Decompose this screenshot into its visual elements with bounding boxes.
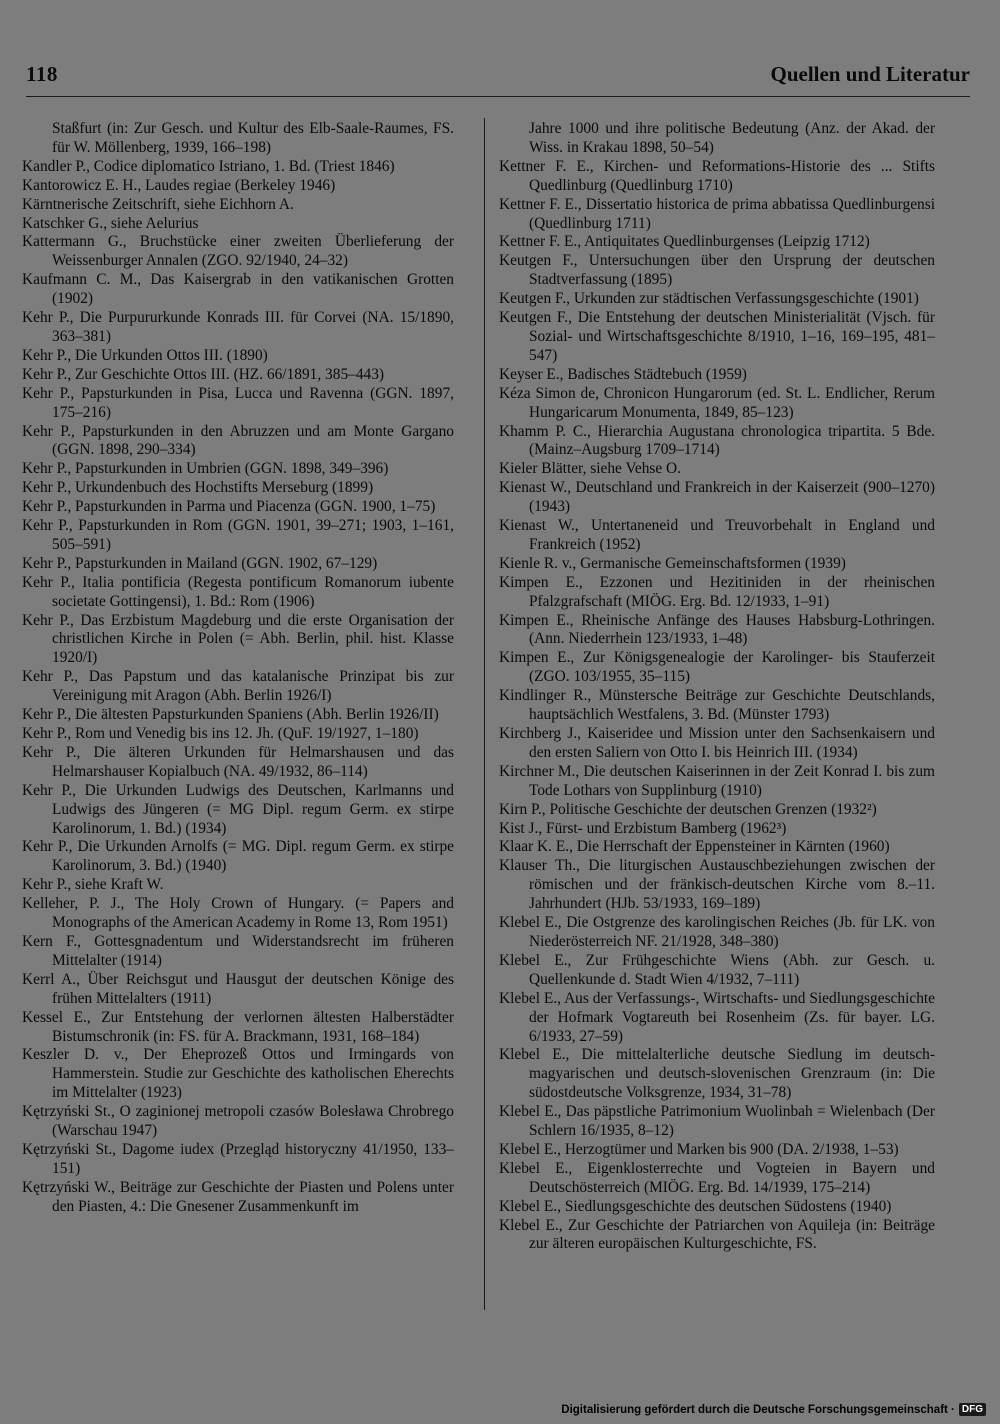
- bibliography-entry: Khamm P. C., Hierarchia Augustana chronologica tripartita. 5 Bde. (Mainz–Augsburg 1709–1714): [499, 422, 935, 459]
- footer-text: Digitalisierung gefördert durch die Deutsche Forschungsgemeinschaft ·: [561, 1403, 955, 1416]
- bibliography-entry: Kienast W., Deutschland und Frankreich in der Kaiserzeit (900–1270) (1943): [499, 479, 935, 516]
- bibliography-entry: Kelleher, P. J., The Holy Crown of Hungary. (= Papers and Monographs of the American Academy in Rome 13, Rom 1951): [22, 895, 454, 932]
- bibliography-entry: Kienast W., Untertaneneid und Treuvorbehalt in England und Frankreich (1952): [499, 517, 935, 553]
- bibliography-entry: Kimpen E., Ezzonen und Hezitiniden in der rheinischen Pfalzgrafschaft (MIÖG. Erg. Bd. 12/1933, 1–91): [499, 573, 935, 610]
- bibliography-entry: Kimpen E., Zur Königsgenealogie der Karolinger- bis Stauferzeit (ZGO. 103/1955, 35–115): [499, 649, 935, 686]
- bibliography-entry: Kist J., Fürst- und Erzbistum Bamberg (1962³): [499, 819, 787, 837]
- bibliography-entry: Kéza Simon de, Chronicon Hungarorum (ed. St. L. Endlicher, Rerum Hungaricarum Monumenta, 1849, 85–123): [499, 384, 935, 421]
- bibliography-entry: Kattermann G., Bruchstücke einer zweiten Überlieferung der Weissenburger Annalen (ZGO. 92/1940, 24–32): [22, 233, 454, 270]
- left-column: [22, 120, 454, 1217]
- bibliography-entry: Kerrl A., Über Reichsgut und Hausgut der deutschen Könige des frühen Mittelalters (1911): [22, 970, 454, 1007]
- bibliography-entry: Kern F., Gottesgnadentum und Widerstandsrecht im früheren Mittelalter (1914): [22, 932, 454, 969]
- header-rule: [26, 96, 970, 97]
- bibliography-entry: Kehr P., Rom und Venedig bis ins 12. Jh. (QuF. 19/1927, 1–180): [22, 725, 419, 742]
- bibliography-entry: Kirchberg J., Kaiseridee und Mission unter den Sachsenkaisern und den ersten Saliern von Otto I. bis Heinrich III. (1934): [499, 725, 935, 761]
- bibliography-entry: Kessel E., Zur Entstehung der verlornen ältesten Halberstädter Bistumschronik (in: FS. für A. Brackmann, 1931, 168–184): [22, 1008, 454, 1045]
- footer: [561, 1403, 986, 1416]
- bibliography-entry: Keutgen F., Urkunden zur städtischen Verfassungsgeschichte (1901): [499, 290, 919, 308]
- page-header: [26, 62, 970, 96]
- bibliography-entry: Keutgen F., Die Entstehung der deutschen Ministerialität (Vjsch. für Sozial- und Wirtschaftsgeschichte 8/1910, 1–16, 169–195, 481–547): [499, 309, 935, 364]
- bibliography-entry: Kehr P., Papsturkunden in Pisa, Lucca und Ravenna (GGN. 1897, 175–216): [22, 384, 454, 421]
- bibliography-entry: Kehr P., Die Purpururkunde Konrads III. für Corvei (NA. 15/1890, 363–381): [22, 309, 454, 345]
- bibliography-entry: Klebel E., Siedlungsgeschichte des deutschen Südostens (1940): [499, 1197, 892, 1215]
- bibliography-entry: Kehr P., Die ältesten Papsturkunden Spaniens (Abh. Berlin 1926/II): [22, 706, 439, 724]
- bibliography-entry: Kieler Blätter, siehe Vehse O.: [499, 460, 682, 478]
- bibliography-entry: Kirn P., Politische Geschichte der deutschen Grenzen (1932²): [499, 800, 877, 818]
- bibliography-entry: Klebel E., Die Ostgrenze des karolingischen Reiches (Jb. für LK. von Niederösterreich NF. 21/1928, 348–380): [499, 914, 935, 950]
- bibliography-entry: Kehr P., Die Urkunden Arnolfs (= MG. Dipl. regum Germ. ex stirpe Karolinorum, 3. Bd.) (1940): [22, 838, 454, 875]
- bibliography-entry: Kehr P., Das Erzbistum Magdeburg und die erste Organisation der christlichen Kirche in Polen (= Abh. Berlin, phil. hist. Klasse 1920/I): [22, 611, 454, 667]
- bibliography-entry: Kehr P., Italia pontificia (Regesta pontificum Romanorum iubente societate Gottingensi), 1. Bd.: Rom (1906): [22, 573, 454, 610]
- page-number: 118: [26, 62, 58, 86]
- bibliography-entry: Kehr P., Zur Geschichte Ottos III. (HZ. 66/1891, 385–443): [22, 365, 385, 383]
- bibliography-entry: Kehr P., Papsturkunden in den Abruzzen und am Monte Gargano (GGN. 1898, 290–334): [22, 422, 454, 459]
- bibliography-entry: Klauser Th., Die liturgischen Austauschbeziehungen zwischen der römischen und der fränkisch-deutschen Kirche vom 8.–11. Jahrhundert (HJb. 53/1933, 169–189): [499, 857, 935, 913]
- bibliography-entry: Kehr P., Papsturkunden in Umbrien (GGN. 1898, 349–396): [22, 460, 389, 478]
- bibliography-entry: Kehr P., Die älteren Urkunden für Helmarshausen und das Helmarshauser Kopialbuch (NA. 49/1932, 86–114): [22, 743, 454, 780]
- bibliography-entry: Kętrzyński St., O zaginionej metropoli czasów Bolesława Chrobrego (Warschau 1947): [22, 1103, 454, 1140]
- right-column: [499, 120, 935, 1254]
- bibliography-entry: Klebel E., Aus der Verfassungs-, Wirtschafts- und Siedlungsgeschichte der Hofmark Vogtareuth bei Rosenheim (Zs. für bayer. LG. 6/1933, 27–59): [499, 989, 935, 1045]
- dfg-logo: DFG: [959, 1403, 986, 1416]
- column-divider: [484, 118, 485, 1310]
- bibliography-entry: Klebel E., Herzogtümer und Marken bis 900 (DA. 2/1938, 1–53): [499, 1140, 899, 1158]
- bibliography-entry: Kehr P., Papsturkunden in Mailand (GGN. 1902, 67–129): [22, 554, 378, 572]
- bibliography-entry: Kindlinger R., Münstersche Beiträge zur Geschichte Deutschlands, hauptsächlich Westfalens, 3. Bd. (Münster 1793): [499, 687, 935, 724]
- bibliography-entry: Keszler D. v., Der Eheprozeß Ottos und Irmingards von Hammerstein. Studie zur Geschichte des katholischen Eherechts im Mittelalter (1923): [22, 1046, 454, 1102]
- bibliography-entry: Jahre 1000 und ihre politische Bedeutung (Anz. der Akad. der Wiss. in Krakau 1898, 50–54): [529, 120, 935, 156]
- bibliography-entry: Kettner F. E., Antiquitates Quedlinburgenses (Leipzig 1712): [499, 233, 870, 251]
- bibliography-entry: Kettner F. E., Kirchen- und Reformations-Historie des ... Stifts Quedlinburg (Quedlinburg 1710): [499, 157, 935, 194]
- bibliography-entry: Klebel E., Das päpstliche Patrimonium Wuolinbah = Wielenbach (Der Schlern 16/1935, 8–12): [499, 1103, 935, 1140]
- bibliography-entry: Kirchner M., Die deutschen Kaiserinnen in der Zeit Konrad I. bis zum Tode Lothars von Supplinburg (1910): [499, 762, 935, 799]
- bibliography-entry: Kehr P., Die Urkunden Ottos III. (1890): [22, 346, 268, 364]
- bibliography-entry: Kehr P., siehe Kraft W.: [22, 876, 164, 894]
- bibliography-entry: Kaufmann C. M., Das Kaisergrab in den vatikanischen Grotten (1902): [22, 271, 454, 308]
- bibliography-entry: Kehr P., Die Urkunden Ludwigs des Deutschen, Karlmanns und Ludwigs des Jüngeren (= MG Dipl. regum Germ. ex stirpe Karolinorum, 1. Bd.) (1934): [22, 781, 454, 837]
- bibliography-entry: Klaar K. E., Die Herrschaft der Eppensteiner in Kärnten (1960): [499, 838, 890, 856]
- bibliography-entry: Kętrzyński W., Beiträge zur Geschichte der Piasten und Polens unter den Piasten, 4.: Die Gnesener Zusammenkunft im: [22, 1178, 454, 1215]
- bibliography-entry: Kehr P., Papsturkunden in Rom (GGN. 1901, 39–271; 1903, 1–161, 505–591): [22, 517, 454, 553]
- bibliography-entry: Staßfurt (in: Zur Gesch. und Kultur des Elb-Saale-Raumes, FS. für W. Möllenberg, 1939, 166–198): [52, 120, 454, 156]
- bibliography-entry: Klebel E., Eigenklosterrechte und Vogteien in Bayern und Deutschösterreich (MIÖG. Erg. Bd. 14/1939, 175–214): [499, 1159, 935, 1196]
- bibliography-entry: Keutgen F., Untersuchungen über den Ursprung der deutschen Stadtverfassung (1895): [499, 252, 935, 289]
- bibliography-entry: Kantorowicz E. H., Laudes regiae (Berkeley 1946): [22, 176, 336, 194]
- bibliography-entry: Klebel E., Die mittelalterliche deutsche Siedlung im deutsch-magyarischen und deutsch-slovenischen Grenzraum (in: Die südostdeutsche Volksgrenze, 1934, 31–78): [499, 1046, 935, 1102]
- bibliography-entry: Kärntnerische Zeitschrift, siehe Eichhorn A.: [22, 195, 294, 213]
- bibliography-entry: Kehr P., Urkundenbuch des Hochstifts Merseburg (1899): [22, 479, 374, 497]
- bibliography-entry: Katschker G., siehe Aelurius: [22, 214, 199, 232]
- bibliography-entry: Kettner F. E., Dissertatio historica de prima abbatissa Quedlinburgensi (Quedlinburg 1711): [499, 195, 935, 232]
- bibliography-entry: Klebel E., Zur Frühgeschichte Wiens (Abh. zur Gesch. u. Quellenkunde d. Stadt Wien 4/1932, 7–111): [499, 951, 935, 988]
- bibliography-entry: Kimpen E., Rheinische Anfänge des Hauses Habsburg-Lothringen. (Ann. Niederrhein 123/1933, 1–48): [499, 611, 935, 648]
- bibliography-entry: Kienle R. v., Germanische Gemeinschaftsformen (1939): [499, 554, 846, 572]
- bibliography-entry: Kętrzyński St., Dagome iudex (Przegląd historyczny 41/1950, 133–151): [22, 1140, 454, 1177]
- bibliography-entry: Keyser E., Badisches Städtebuch (1959): [499, 365, 747, 383]
- bibliography-entry: Kehr P., Das Papstum und das katalanische Prinzipat bis zur Vereinigung mit Aragon (Abh. Berlin 1926/I): [22, 668, 454, 705]
- bibliography-entry: Kehr P., Papsturkunden in Parma und Piacenza (GGN. 1900, 1–75): [22, 498, 436, 516]
- bibliography-entry: Klebel E., Zur Geschichte der Patriarchen von Aquileja (in: Beiträge zur älteren europäischen Kulturgeschichte, FS.: [499, 1216, 935, 1253]
- running-title: Quellen und Literatur: [770, 62, 970, 86]
- bibliography-entry: Kandler P., Codice diplomatico Istriano, 1. Bd. (Triest 1846): [22, 157, 395, 175]
